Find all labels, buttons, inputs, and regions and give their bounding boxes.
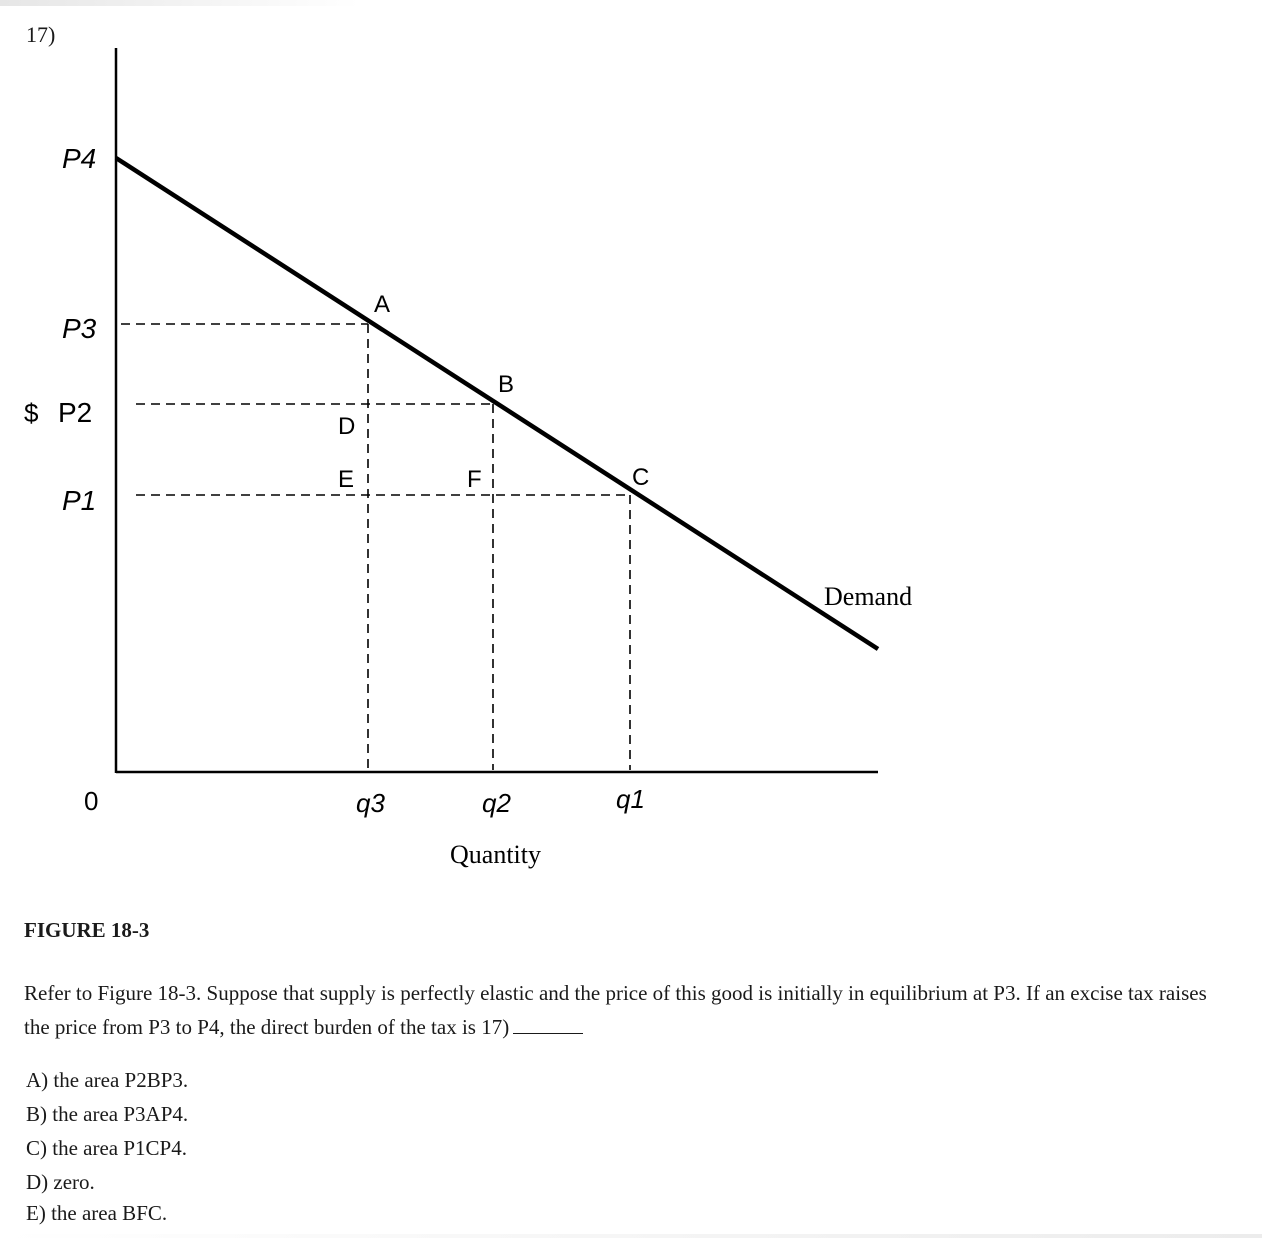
bottom-edge-shadow [0, 1234, 1262, 1238]
choice-d[interactable]: D) zero. [26, 1170, 95, 1194]
point-label-f: F [467, 466, 482, 493]
point-label-e: E [338, 466, 355, 493]
quantity-label-q3: q3 [356, 788, 385, 818]
choice-c[interactable]: C) the area P1CP4. [26, 1136, 187, 1160]
price-label-p2: P2 [58, 397, 93, 428]
choice-a[interactable]: A) the area P2BP3. [26, 1068, 189, 1092]
answer-blank[interactable] [513, 1015, 583, 1034]
point-label-d: D [338, 413, 356, 440]
figure-title: FIGURE 18-3 [24, 918, 150, 942]
demand-curve-label: Demand [824, 582, 913, 611]
point-label-b: B [498, 371, 515, 398]
point-label-a: A [374, 291, 391, 318]
quantity-label-q2: q2 [482, 788, 511, 818]
choice-e[interactable]: E) the area BFC. [26, 1201, 168, 1225]
choice-b[interactable]: B) the area P3AP4. [26, 1102, 189, 1126]
x-axis-label: Quantity [450, 840, 541, 869]
price-label-p4: P4 [62, 143, 97, 174]
question-stem [24, 976, 1224, 1044]
quantity-label-q1: q1 [616, 784, 645, 814]
price-label-p1: P1 [62, 485, 97, 516]
question-stem-text: Refer to Figure 18-3. Suppose that supply is perfectly elastic and the price of this good is initially in equilibrium at P3. If an excise tax raises the price from P3 to P4, the direct burden of the tax is 17) [24, 981, 1207, 1039]
price-label-p3: P3 [62, 313, 97, 344]
origin-label: 0 [84, 786, 99, 816]
y-axis-label: $ [24, 398, 39, 428]
question-number: 17) [26, 22, 56, 47]
point-label-c: C [632, 464, 650, 491]
